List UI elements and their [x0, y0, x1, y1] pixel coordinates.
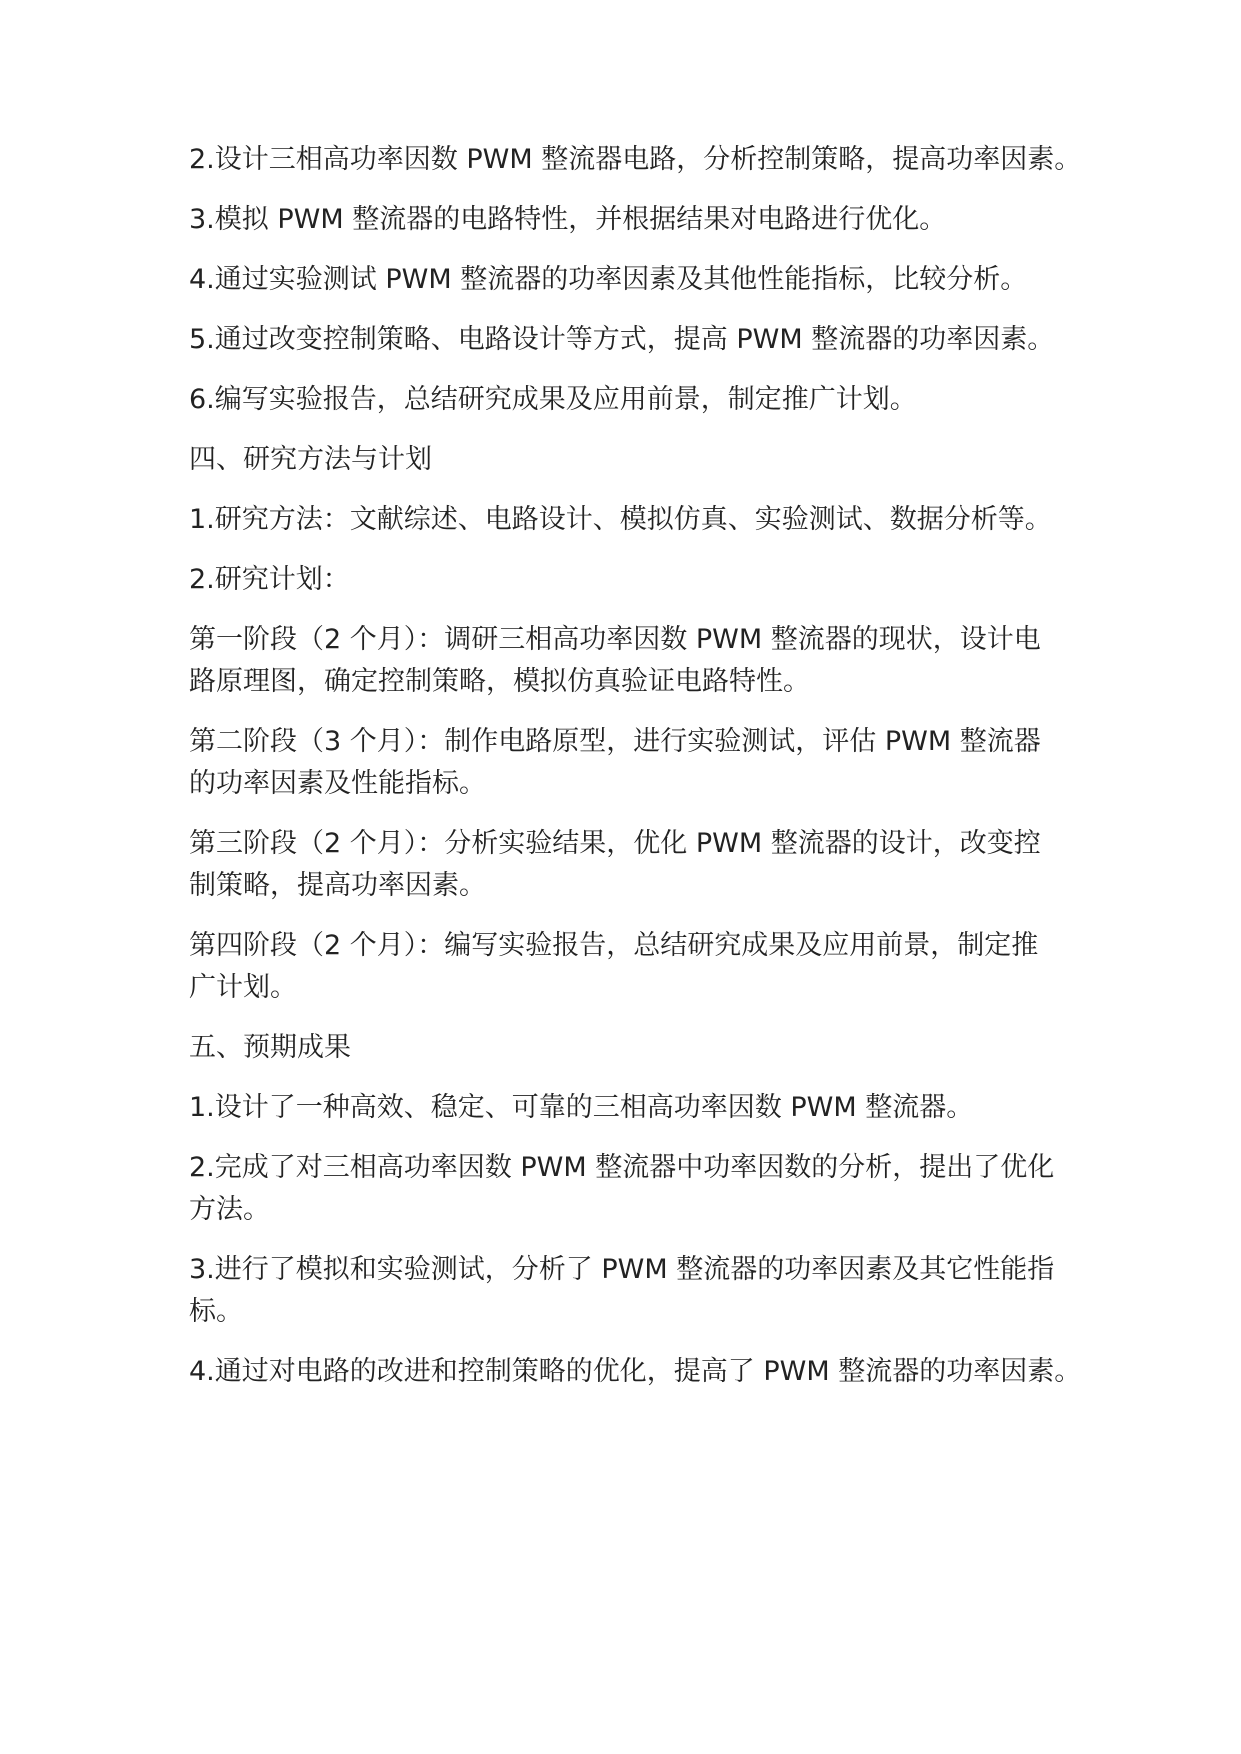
list-item: 6.编写实验报告，总结研究成果及应用前景，制定推广计划。 [189, 384, 917, 415]
list-item: 4.通过实验测试 PWM 整流器的功率因素及其他性能指标，比较分析。 [189, 264, 1028, 295]
stage-1-line-2: 路原理图，确定控制策略，模拟仿真验证电路特性。 [189, 666, 810, 697]
result-item-line-1: 2.完成了对三相高功率因数 PWM 整流器中功率因数的分析，提出了优化 [189, 1152, 1055, 1183]
stage-4-line-1: 第四阶段（2 个月）：编写实验报告，总结研究成果及应用前景，制定推 [189, 930, 1039, 961]
section-heading: 四、研究方法与计划 [189, 444, 432, 475]
research-method: 1.研究方法：文献综述、电路设计、模拟仿真、实验测试、数据分析等。 [189, 504, 1052, 535]
list-item: 3.模拟 PWM 整流器的电路特性，并根据结果对电路进行优化。 [189, 204, 947, 235]
result-item-line-2: 标。 [189, 1296, 243, 1327]
stage-2-line-1: 第二阶段（3 个月）：制作电路原型，进行实验测试，评估 PWM 整流器 [189, 726, 1041, 757]
research-plan-label: 2.研究计划： [189, 564, 350, 595]
list-item: 5.通过改变控制策略、电路设计等方式，提高 PWM 整流器的功率因素。 [189, 324, 1055, 355]
result-item-line-1: 3.进行了模拟和实验测试，分析了 PWM 整流器的功率因素及其它性能指 [189, 1254, 1055, 1285]
list-item: 2.设计三相高功率因数 PWM 整流器电路，分析控制策略，提高功率因素。 [189, 144, 1082, 175]
stage-3-line-2: 制策略，提高功率因素。 [189, 870, 486, 901]
stage-1-line-1: 第一阶段（2 个月）：调研三相高功率因数 PWM 整流器的现状，设计电 [189, 624, 1041, 655]
stage-2-line-2: 的功率因素及性能指标。 [189, 768, 486, 799]
stage-3-line-1: 第三阶段（2 个月）：分析实验结果，优化 PWM 整流器的设计，改变控 [189, 828, 1041, 859]
section-heading: 五、预期成果 [189, 1032, 351, 1063]
stage-4-line-2: 广计划。 [189, 972, 297, 1003]
result-item: 1.设计了一种高效、稳定、可靠的三相高功率因数 PWM 整流器。 [189, 1092, 974, 1123]
result-item: 4.通过对电路的改进和控制策略的优化，提高了 PWM 整流器的功率因素。 [189, 1356, 1082, 1387]
result-item-line-2: 方法。 [189, 1194, 270, 1225]
